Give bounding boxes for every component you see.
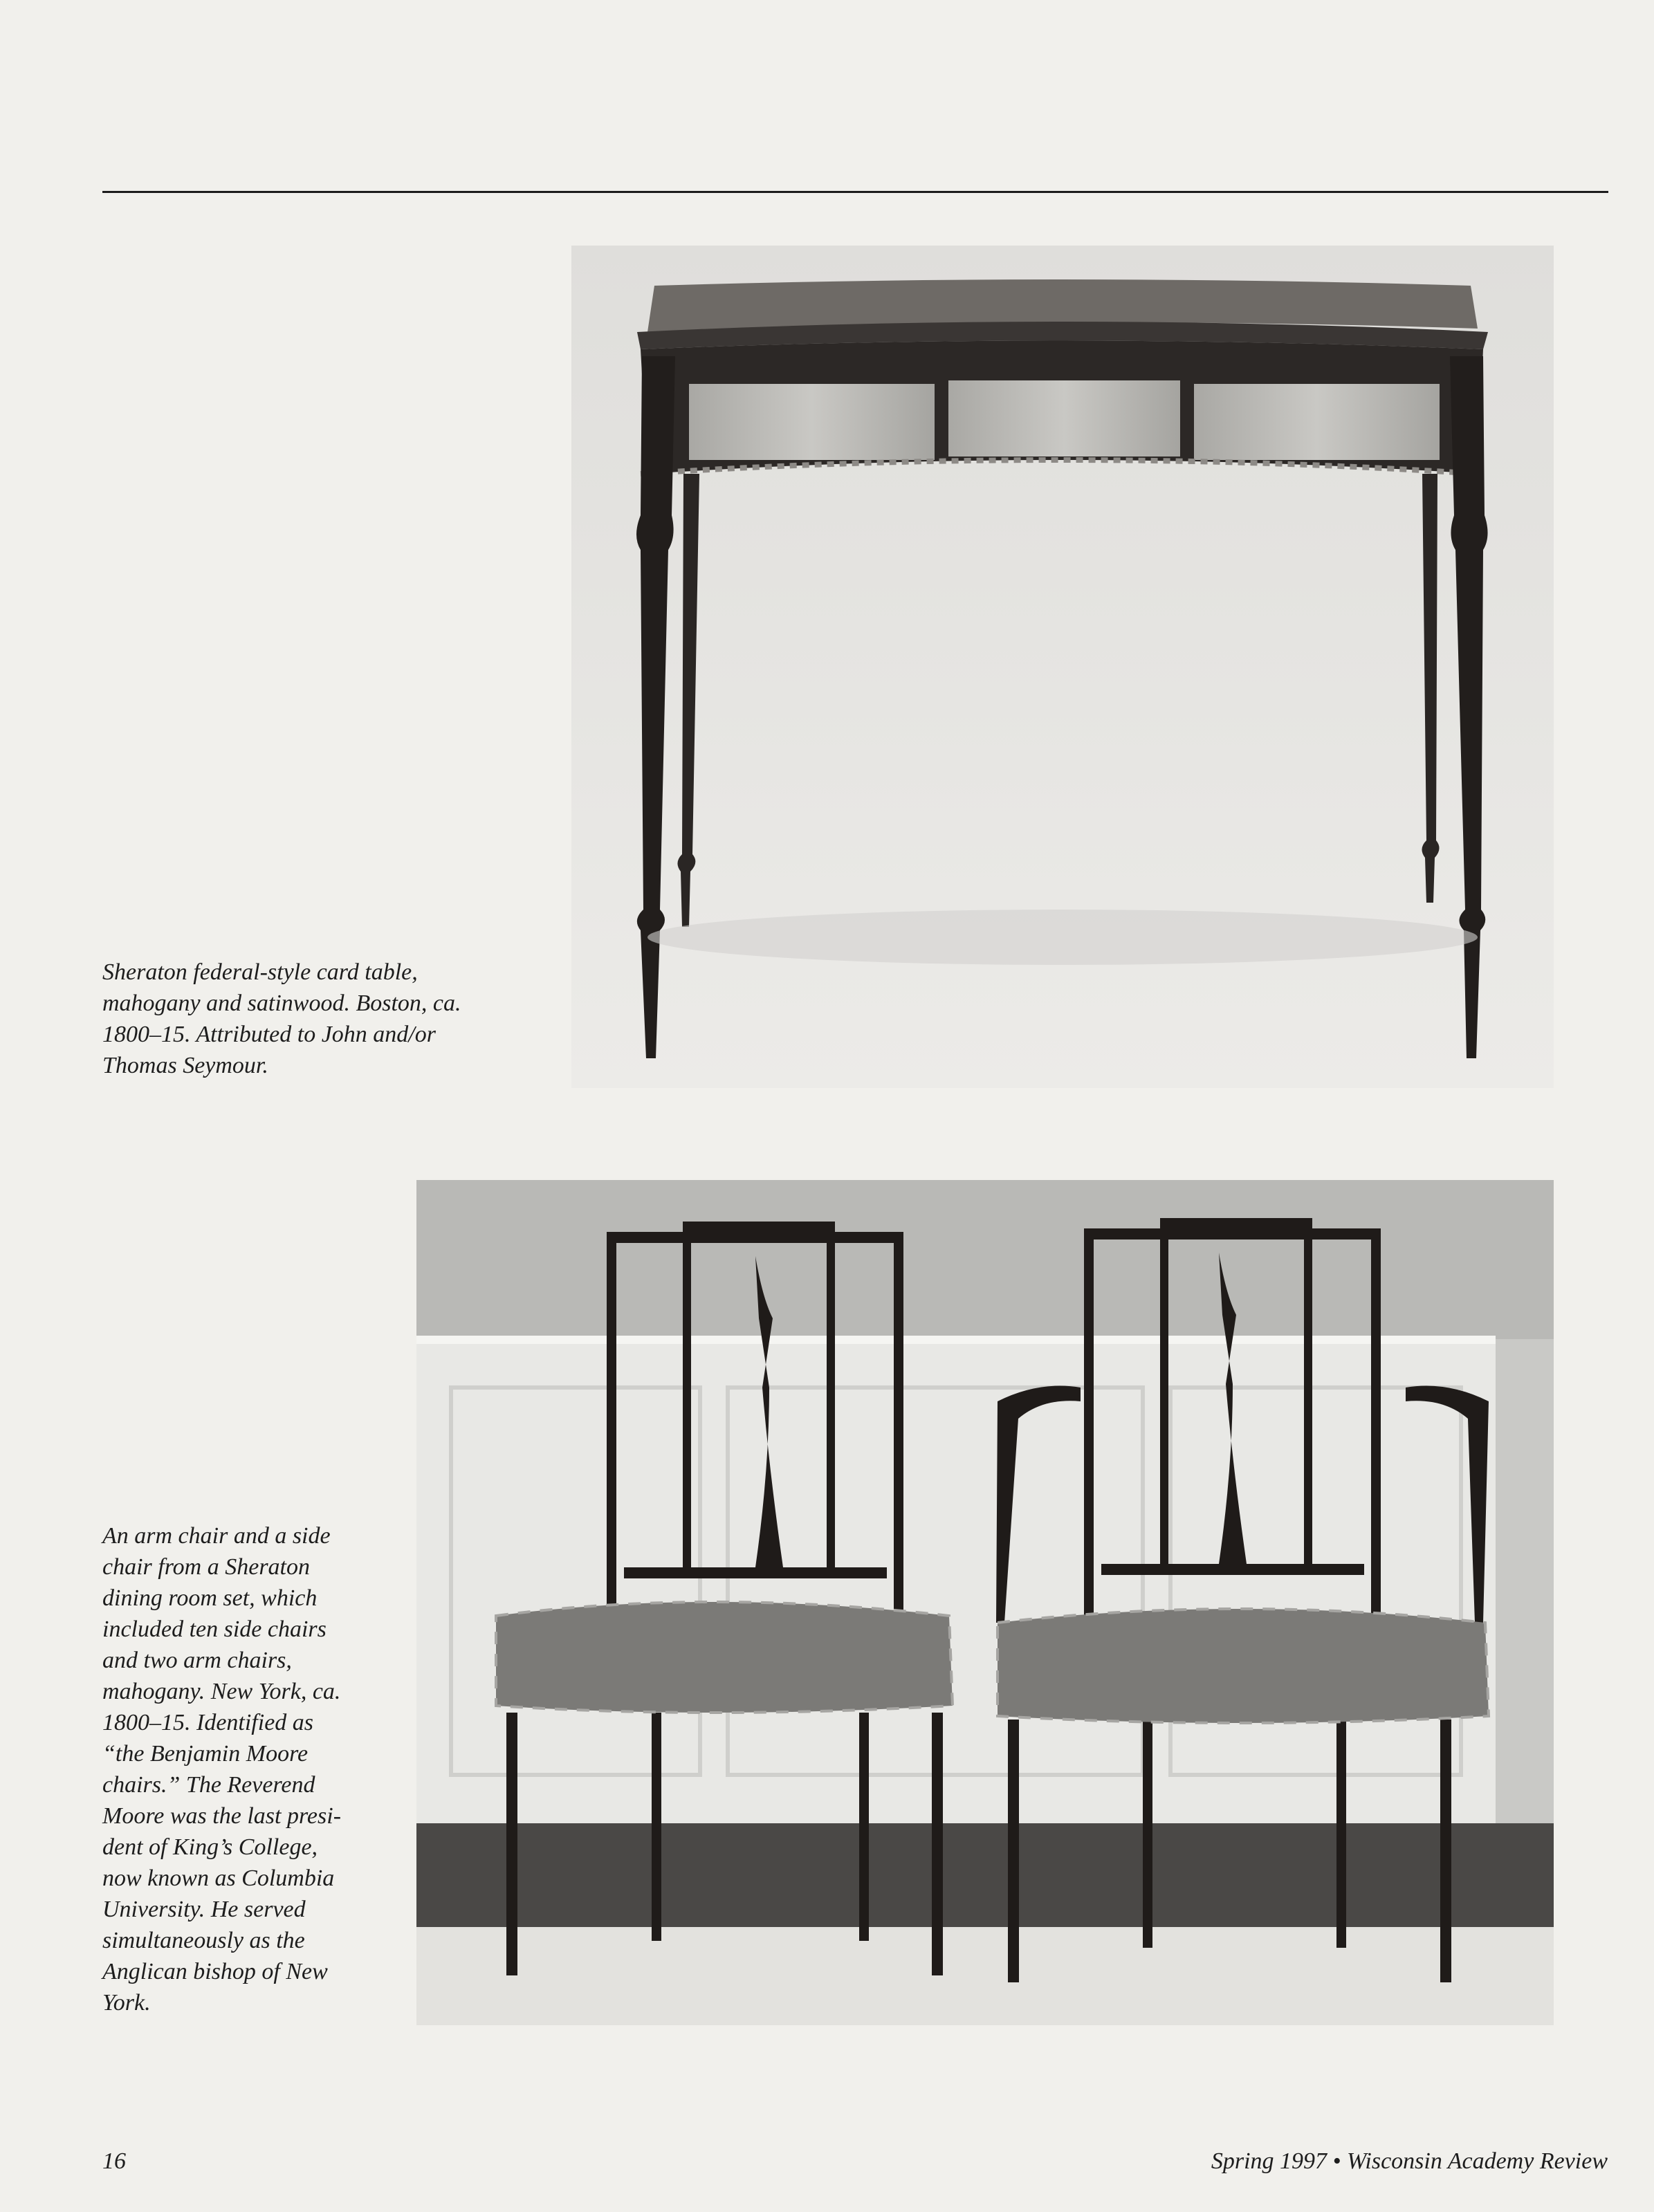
- card-table-caption: Sheraton federal-style card table, mahogany and satinwood. Boston, ca. 1800–15. Attributed to John and/or Thomas Seymour.: [102, 959, 461, 1078]
- running-footer: Spring 1997 • Wisconsin Academy Review: [1211, 2148, 1608, 2174]
- card-table-photo: [571, 246, 1554, 1088]
- chairs-photo: [416, 1180, 1554, 2025]
- header-rule: [102, 191, 1608, 193]
- page-number: 16: [102, 2148, 126, 2174]
- chairs-caption: An arm chair and a side chair from a Sheraton dining room set, which included ten side chairs and two arm chairs, mahogany. New York, ca. 1800–15. Identified as “the Benjamin Moore chairs.” The Reverend Moore was the last presi- dent of King’s College, now known as Columbia University. He served simultaneously as the Anglican bishop of New York.: [102, 1523, 342, 2016]
